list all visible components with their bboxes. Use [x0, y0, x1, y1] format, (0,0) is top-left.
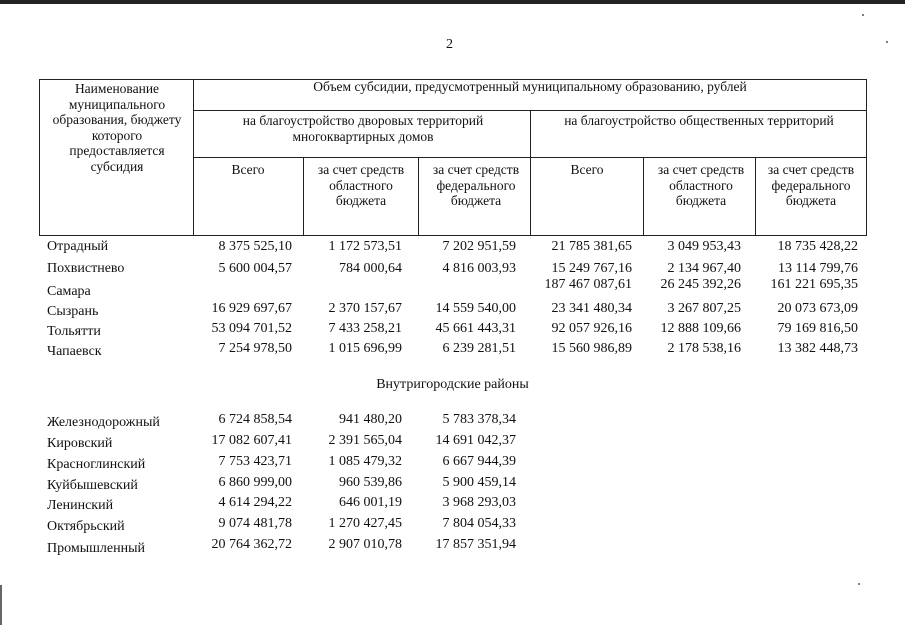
public-total-value: 15 249 767,16 — [551, 261, 632, 276]
public-federal-value: 18 735 428,22 — [777, 239, 858, 254]
scan-speck — [858, 583, 860, 585]
district-name: Железнодорожный — [47, 415, 160, 430]
yards-total-value: 16 929 697,67 — [211, 301, 292, 316]
yards-federal-value: 17 857 351,94 — [435, 537, 516, 552]
table-row — [0, 321, 905, 341]
yards-regional-value: 2 907 010,78 — [328, 537, 402, 552]
header-municipality: Наименование муниципального образования, бюджету которого предоставляется субсидия — [52, 81, 182, 174]
header-subsidy-volume: Объем субсидии, предусмотренный муниципальному образованию, рублей — [313, 79, 747, 94]
yards-federal-value: 5 783 378,34 — [442, 412, 516, 427]
section-title-districts: Внутригородские районы — [376, 377, 529, 392]
municipality-name: Самара — [47, 284, 91, 299]
district-name: Кировский — [47, 436, 113, 451]
header-public-federal: за счет средств федерального бюджета — [767, 162, 855, 208]
scan-edge-mark — [0, 585, 2, 625]
public-total-value: 187 467 087,61 — [544, 277, 632, 292]
table-row — [0, 277, 905, 301]
table-row — [0, 261, 905, 281]
yards-federal-value: 14 559 540,00 — [435, 301, 516, 316]
municipality-name: Похвистнево — [47, 261, 125, 276]
yards-regional-value: 960 539,86 — [339, 475, 402, 490]
yards-total-value: 6 860 999,00 — [218, 475, 292, 490]
yards-federal-value: 3 968 293,03 — [442, 495, 516, 510]
yards-total-value: 7 753 423,71 — [218, 454, 292, 469]
public-total-value: 21 785 381,65 — [551, 239, 632, 254]
yards-total-value: 7 254 978,50 — [218, 341, 292, 356]
public-regional-value: 3 049 953,43 — [667, 239, 741, 254]
yards-federal-value: 4 816 003,93 — [442, 261, 516, 276]
table-row — [0, 475, 905, 495]
table-row — [0, 495, 905, 515]
table-row — [0, 301, 905, 321]
yards-regional-value: 1 015 696,99 — [328, 341, 402, 356]
yards-regional-value: 1 172 573,51 — [328, 239, 402, 254]
yards-total-value: 6 724 858,54 — [218, 412, 292, 427]
municipality-name: Сызрань — [47, 304, 99, 319]
table-row — [0, 341, 905, 361]
public-total-value: 92 057 926,16 — [551, 321, 632, 336]
yards-federal-value: 6 667 944,39 — [442, 454, 516, 469]
public-regional-value: 12 888 109,66 — [660, 321, 741, 336]
public-regional-value: 2 134 967,40 — [667, 261, 741, 276]
yards-regional-value: 1 085 479,32 — [328, 454, 402, 469]
public-regional-value: 3 267 807,25 — [667, 301, 741, 316]
header-yards-regional: за счет средств областного бюджета — [317, 162, 405, 208]
header-public-total: Всего — [570, 162, 604, 177]
yards-regional-value: 2 391 565,04 — [328, 433, 402, 448]
yards-total-value: 9 074 481,78 — [218, 516, 292, 531]
yards-federal-value: 5 900 459,14 — [442, 475, 516, 490]
table-row — [0, 239, 905, 259]
header-yards-total: Всего — [231, 162, 265, 177]
yards-regional-value: 1 270 427,45 — [328, 516, 402, 531]
municipality-name: Тольятти — [47, 324, 101, 339]
yards-federal-value: 14 691 042,37 — [435, 433, 516, 448]
table-row — [0, 516, 905, 536]
public-total-value: 23 341 480,34 — [551, 301, 632, 316]
district-name: Красноглинский — [47, 457, 146, 472]
municipality-name: Отрадный — [47, 239, 109, 254]
district-name: Промышленный — [47, 541, 145, 556]
table-row — [0, 412, 905, 432]
public-federal-value: 161 221 695,35 — [770, 277, 858, 292]
yards-federal-value: 45 661 443,31 — [435, 321, 516, 336]
scan-speck — [862, 14, 864, 16]
yards-total-value: 53 094 701,52 — [211, 321, 292, 336]
yards-total-value: 8 375 525,10 — [218, 239, 292, 254]
municipality-name: Чапаевск — [47, 344, 102, 359]
public-federal-value: 20 073 673,09 — [777, 301, 858, 316]
table-row — [0, 433, 905, 453]
yards-regional-value: 784 000,64 — [339, 261, 402, 276]
table-row — [0, 537, 905, 557]
public-federal-value: 79 169 816,50 — [777, 321, 858, 336]
public-total-value: 15 560 986,89 — [551, 341, 632, 356]
yards-regional-value: 941 480,20 — [339, 412, 402, 427]
yards-total-value: 17 082 607,41 — [211, 433, 292, 448]
district-name: Октябрьский — [47, 519, 125, 534]
yards-regional-value: 646 001,19 — [339, 495, 402, 510]
header-public-territories: на благоустройство общественных территорий — [564, 113, 834, 128]
scan-speck — [886, 41, 888, 43]
header-yards-federal: за счет средств федерального бюджета — [432, 162, 520, 208]
yards-regional-value: 2 370 157,67 — [328, 301, 402, 316]
table-row — [0, 454, 905, 474]
yards-total-value: 4 614 294,22 — [218, 495, 292, 510]
scan-top-border — [0, 0, 905, 4]
yards-total-value: 20 764 362,72 — [211, 537, 292, 552]
yards-regional-value: 7 433 258,21 — [328, 321, 402, 336]
header-public-regional: за счет средств областного бюджета — [657, 162, 745, 208]
public-regional-value: 2 178 538,16 — [667, 341, 741, 356]
yards-federal-value: 7 202 951,59 — [442, 239, 516, 254]
district-name: Куйбышевский — [47, 478, 138, 493]
header-yard-territories: на благоустройство дворовых территорий многоквартирных домов — [242, 113, 484, 144]
public-regional-value: 26 245 392,26 — [660, 277, 741, 292]
yards-federal-value: 6 239 281,51 — [442, 341, 516, 356]
district-name: Ленинский — [47, 498, 114, 513]
yards-federal-value: 7 804 054,33 — [442, 516, 516, 531]
public-federal-value: 13 382 448,73 — [777, 341, 858, 356]
yards-total-value: 5 600 004,57 — [218, 261, 292, 276]
public-federal-value: 13 114 799,76 — [778, 261, 858, 276]
page-number: 2 — [446, 37, 453, 52]
